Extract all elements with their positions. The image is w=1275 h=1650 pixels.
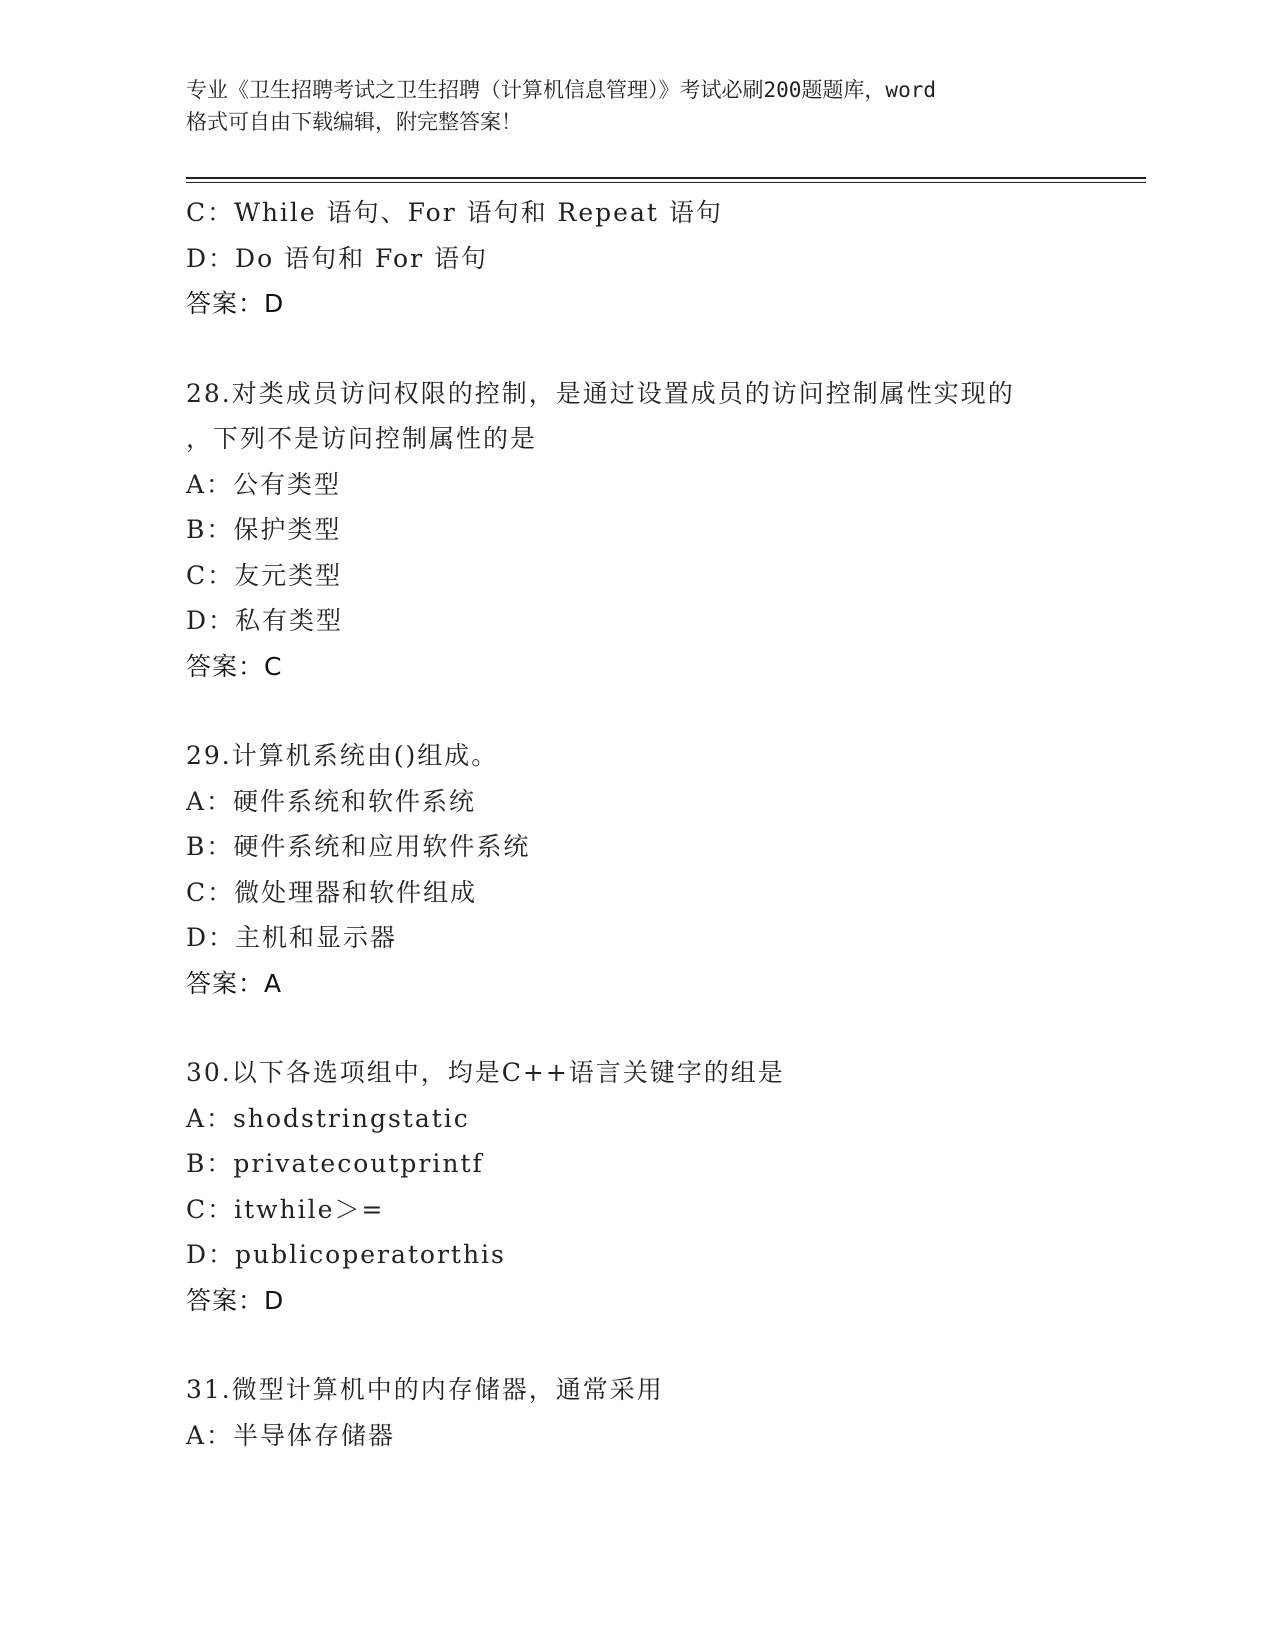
option-d: D：主机和显示器 bbox=[186, 923, 398, 952]
answer-label: 答案：D bbox=[186, 289, 285, 318]
header-line-2: 格式可自由下载编辑，附完整答案！ bbox=[186, 110, 522, 134]
header-line-1: 专业《卫生招聘考试之卫生招聘（计算机信息管理）》考试必刷200题题库，word bbox=[186, 78, 936, 102]
option-c: C：itwhile＞= bbox=[186, 1194, 385, 1224]
question-stem: 28.对类成员访问权限的控制，是通过设置成员的访问控制属性实现的 bbox=[186, 378, 1015, 408]
option-a: A：shodstringstatic bbox=[186, 1103, 470, 1133]
option-d: D：publicoperatorthis bbox=[186, 1240, 506, 1269]
option-b: B：硬件系统和应用软件系统 bbox=[186, 832, 531, 861]
question-list bbox=[186, 190, 1146, 1458]
document-header bbox=[186, 74, 1086, 138]
option-d: D：私有类型 bbox=[186, 606, 344, 635]
answer-label: 答案：A bbox=[186, 968, 283, 998]
header-divider-thin bbox=[186, 182, 1146, 183]
option-c: C：微处理器和软件组成 bbox=[186, 877, 478, 907]
question-stem: 29.计算机系统由()组成。 bbox=[186, 741, 499, 770]
question-stem-cont: ，下列不是访问控制属性的是 bbox=[186, 424, 538, 453]
question-stem: 30.以下各选项组中，均是C++语言关键字的组是 bbox=[186, 1058, 785, 1087]
option-c: C：友元类型 bbox=[186, 560, 343, 590]
answer-label: 答案：D bbox=[186, 1285, 285, 1315]
question-stem: 31.微型计算机中的内存储器，通常采用 bbox=[186, 1375, 664, 1404]
option-a: A：公有类型 bbox=[186, 469, 342, 499]
header-divider-thick bbox=[186, 177, 1146, 179]
question-fragment bbox=[186, 190, 1146, 327]
question-29 bbox=[186, 733, 1146, 1006]
option-a: A：硬件系统和软件系统 bbox=[186, 786, 477, 816]
option-a: A：半导体存储器 bbox=[186, 1420, 396, 1450]
question-28 bbox=[186, 371, 1146, 690]
option-b: B：保护类型 bbox=[186, 515, 342, 544]
question-31 bbox=[186, 1367, 1146, 1458]
answer-label: 答案：C bbox=[186, 651, 283, 681]
option-b: B：privatecoutprintf bbox=[186, 1149, 484, 1178]
option-d: D：Do 语句和 For 语句 bbox=[186, 243, 488, 273]
question-30 bbox=[186, 1050, 1146, 1323]
option-c: C：While 语句、For 语句和 Repeat 语句 bbox=[186, 198, 723, 227]
